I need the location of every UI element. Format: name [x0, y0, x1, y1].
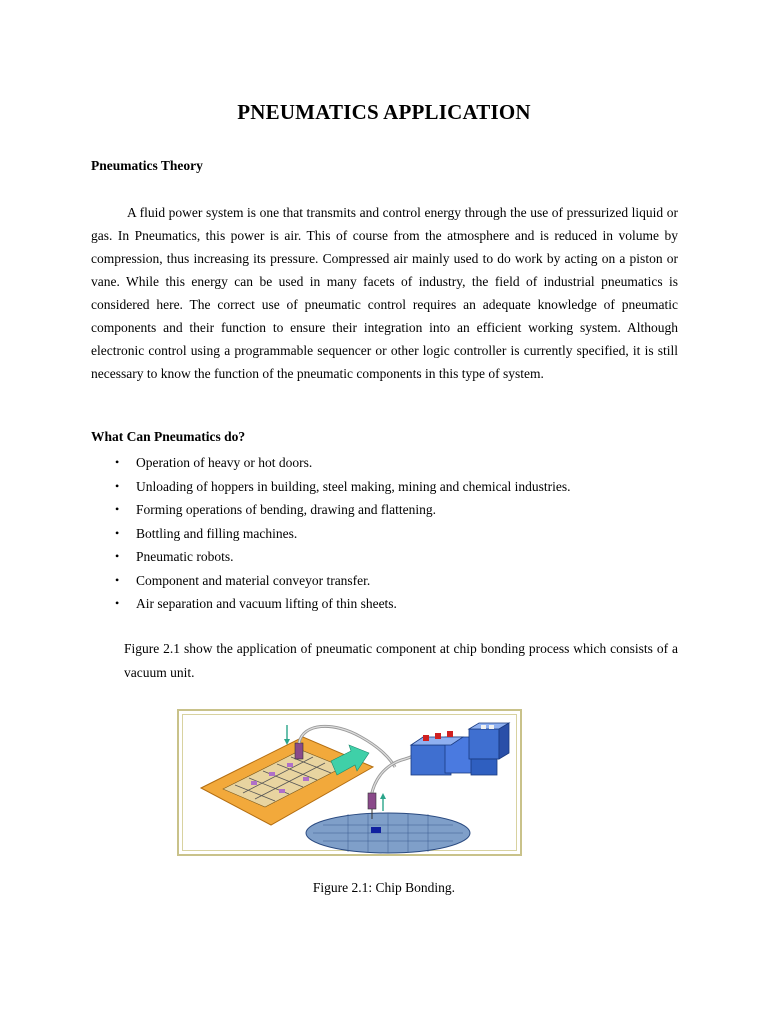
chip-bonding-figure: [177, 709, 522, 856]
selected-die: [371, 827, 381, 833]
list-item: • Air separation and vacuum lifting of thin sheets.: [91, 592, 571, 616]
figure-frame: [182, 714, 517, 851]
list-item: • Bottling and filling machines.: [91, 522, 571, 546]
section-heading-applications: What Can Pneumatics do?: [91, 429, 246, 444]
page-title: PNEUMATICS APPLICATION: [237, 100, 531, 124]
list-item: • Pneumatic robots.: [91, 545, 571, 569]
bullet-icon: •: [115, 478, 120, 493]
theory-paragraph-text: A fluid power system is one that transmits and control energy through the use of pressurized liquid or gas. In Pneumatics, this power is air. This of course from the atmosphere and is reduced in volume by compression, thus increasing its pressure. Compressed air mainly used to do work by acting on a piston or vane. While this energy can be used in many facets of industry, the field of industrial pneumatics is considered here. The correct use of pneumatic control requires an adequate knowledge of pneumatic components and their function to ensure their integration into an efficient working system. Although electronic control using a programmable sequencer or other logic controller is currently specified, it is still necessary to know the function of the pneumatic components in this type of system.: [91, 205, 678, 381]
list-item: • Component and material conveyor transfer.: [91, 569, 571, 593]
bullet-icon: •: [115, 455, 120, 469]
bullet-icon: •: [115, 502, 120, 516]
list-item: • Forming operations of bending, drawing and flattening.: [91, 498, 571, 522]
figure-intro-paragraph: Figure 2.1 show the application of pneumatic component at chip bonding process which consists of a vacuum unit.: [124, 641, 678, 680]
bullet-icon: •: [115, 572, 120, 587]
theory-paragraph: [91, 201, 678, 385]
vacuum-unit: [411, 723, 509, 775]
chip-bonding-illustration: [183, 715, 520, 854]
bonding-head: [295, 743, 303, 759]
applications-list: [91, 451, 571, 616]
bullet-icon: •: [115, 525, 120, 540]
section-heading-theory: Pneumatics Theory: [91, 158, 203, 173]
bullet-icon: •: [115, 549, 120, 563]
bullet-icon: •: [115, 596, 120, 610]
figure-caption: Figure 2.1: Chip Bonding.: [312, 880, 456, 895]
list-item: • Operation of heavy or hot doors.: [91, 451, 571, 475]
list-item: • Unloading of hoppers in building, steel making, mining and chemical industries.: [91, 475, 571, 499]
vacuum-pickup-head: [368, 793, 376, 809]
